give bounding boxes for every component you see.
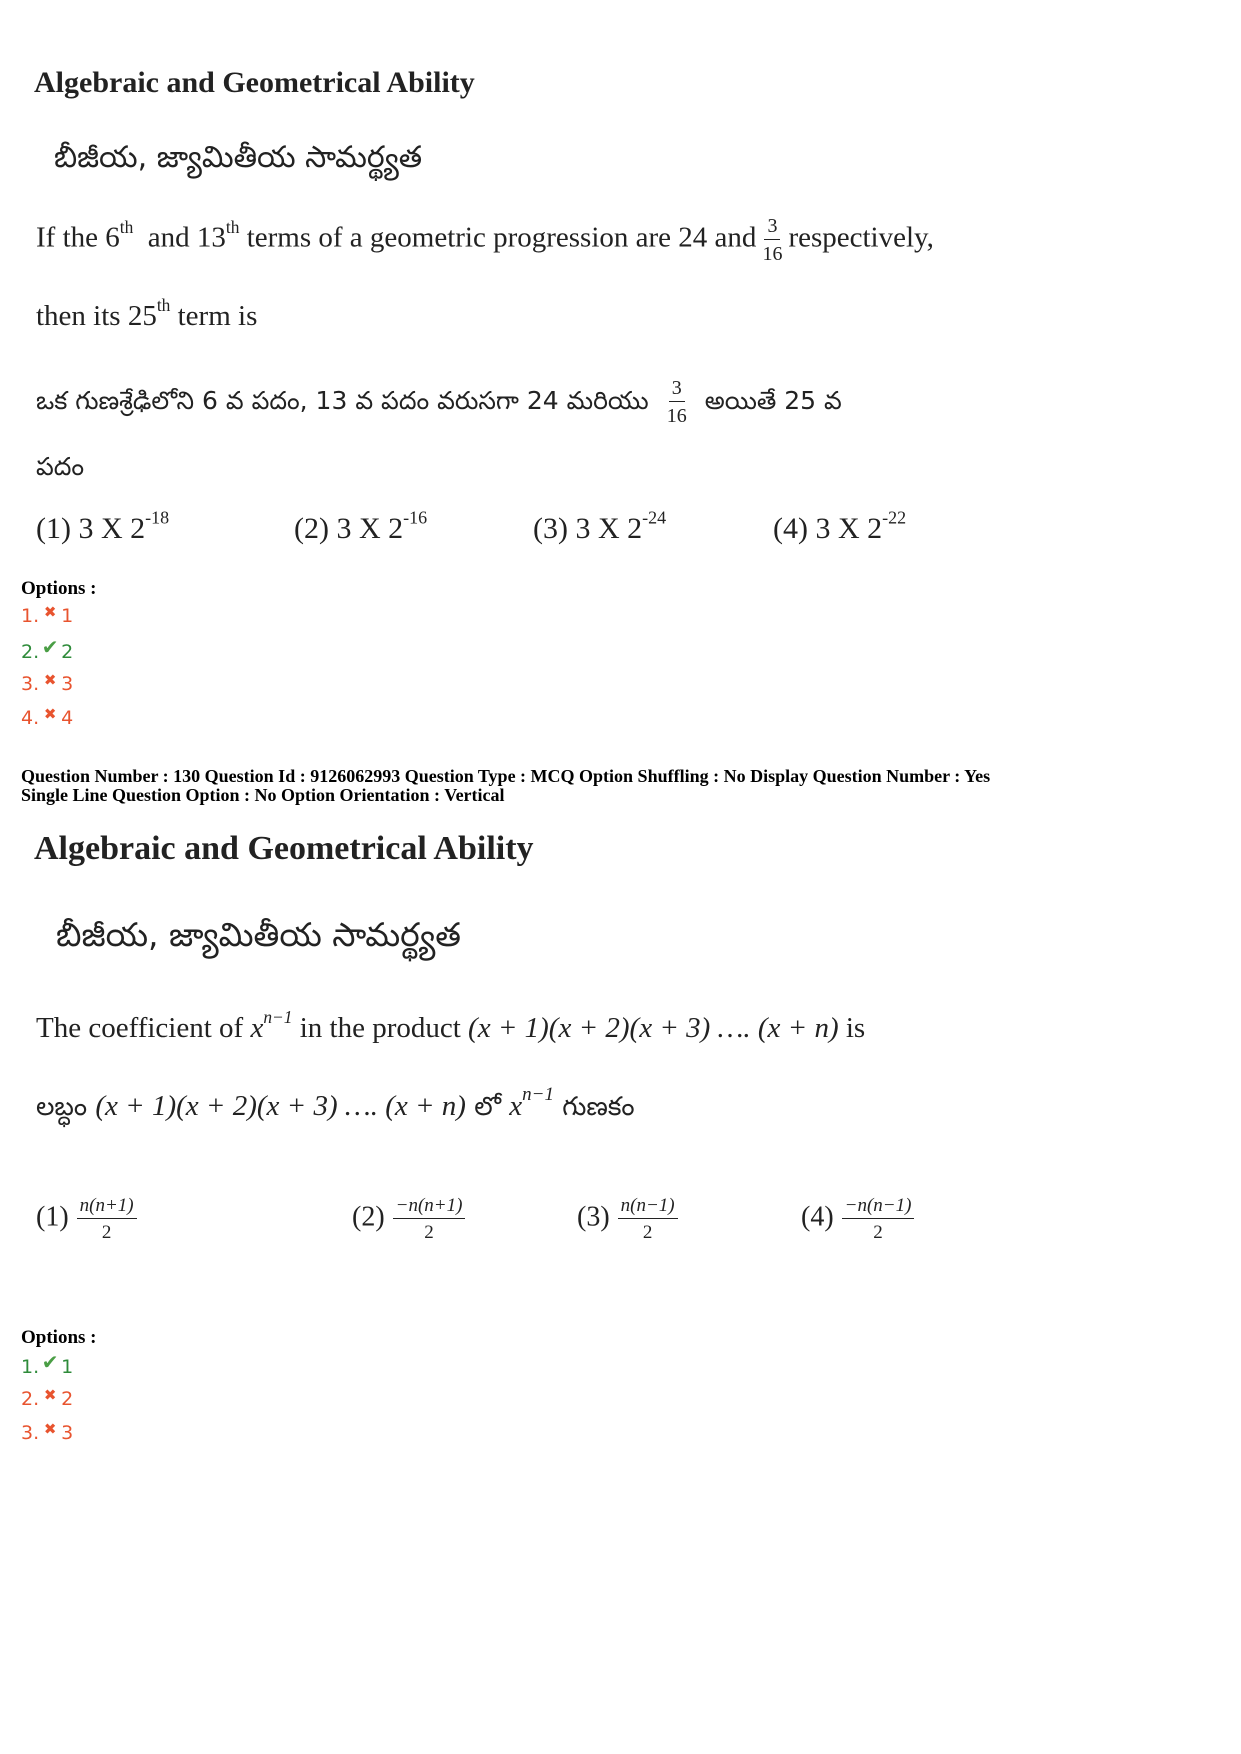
product-expression: (x + 1)(x + 2)(x + 3) …. (x + n) bbox=[468, 1012, 839, 1044]
choice-value: 3 X 2 bbox=[815, 512, 883, 545]
fraction bbox=[77, 1196, 137, 1242]
fraction-numerator: n(n−1) bbox=[618, 1196, 678, 1219]
fraction bbox=[393, 1196, 466, 1242]
question-text-part: terms of a geometric progression are 24 and bbox=[246, 221, 757, 254]
choice-value: 3 X 2 bbox=[575, 512, 643, 545]
fraction-numerator: 3 bbox=[764, 216, 780, 240]
cross-icon: ✖ bbox=[43, 1420, 57, 1438]
choice-label: (2) bbox=[352, 1201, 385, 1233]
check-icon: ✔ bbox=[41, 1350, 59, 1374]
option-row bbox=[21, 605, 73, 627]
option-number: 1. bbox=[21, 1356, 40, 1378]
question-text-part: is bbox=[845, 1012, 866, 1044]
answer-choice-1 bbox=[36, 507, 170, 546]
cross-icon: ✖ bbox=[43, 603, 57, 621]
option-row bbox=[21, 1422, 73, 1444]
choice-label: (3) bbox=[577, 1201, 610, 1233]
question-text-part: లో bbox=[474, 1092, 501, 1122]
choice-label: (2) bbox=[294, 512, 329, 545]
answer-choice-2 bbox=[294, 507, 428, 546]
superscript: th bbox=[225, 216, 240, 237]
cross-icon: ✖ bbox=[43, 705, 57, 723]
choice-label: (1) bbox=[36, 512, 71, 545]
superscript: th bbox=[119, 216, 134, 237]
fraction-numerator: 3 bbox=[669, 378, 685, 402]
exponent: n−1 bbox=[522, 1083, 554, 1105]
fraction-denominator: 2 bbox=[101, 1222, 112, 1243]
section-title-telugu: బీజీయ, జ్యామితీయ సామర్థ్యత bbox=[56, 915, 461, 954]
question-text-telugu-line2: పదం bbox=[36, 452, 85, 481]
variable-x: x bbox=[250, 1012, 264, 1044]
question-text-english-line1 bbox=[36, 216, 934, 264]
question-text-part: then its 25 bbox=[36, 300, 157, 332]
answer-choice-4 bbox=[773, 507, 907, 546]
section-title: Algebraic and Geometrical Ability bbox=[34, 830, 534, 867]
option-number: 3. bbox=[21, 673, 40, 695]
answer-choice-1 bbox=[36, 1196, 143, 1242]
cross-icon: ✖ bbox=[43, 671, 57, 689]
option-value: 3 bbox=[61, 1422, 74, 1444]
fraction bbox=[762, 216, 782, 264]
question-text-part: If the 6 bbox=[36, 221, 120, 254]
question-meta-line1: Question Number : 130 Question Id : 9126062993 Question Type : MCQ Option Shuffling : No Display Question Number : Yes bbox=[21, 766, 991, 786]
check-icon: ✔ bbox=[41, 635, 59, 659]
option-row bbox=[21, 1388, 73, 1410]
question-text-telugu bbox=[36, 1083, 635, 1128]
fraction-denominator: 2 bbox=[642, 1222, 653, 1243]
choice-exponent: -18 bbox=[145, 507, 170, 528]
fraction bbox=[842, 1196, 915, 1242]
choice-label: (3) bbox=[533, 512, 568, 545]
choice-exponent: -24 bbox=[642, 507, 667, 528]
choice-label: (4) bbox=[801, 1201, 834, 1233]
question-text-part: The coefficient of bbox=[36, 1012, 244, 1044]
section-title-telugu: బీజీయ, జ్యామితీయ సామర్థ్యత bbox=[54, 140, 423, 175]
answer-choice-3 bbox=[533, 507, 667, 546]
question-text-part: ఒక గుణశ్రేఢిలోని 6 వ పదం, 13 వ పదం వరుసగా 24 మరియు bbox=[36, 386, 649, 415]
option-number: 1. bbox=[21, 605, 40, 627]
fraction-numerator: n(n+1) bbox=[77, 1196, 137, 1219]
answer-choice-4 bbox=[801, 1196, 920, 1242]
option-row bbox=[21, 707, 73, 729]
fraction-numerator: −n(n−1) bbox=[842, 1196, 915, 1219]
option-number: 4. bbox=[21, 707, 40, 729]
option-value: 2 bbox=[61, 1388, 74, 1410]
question-text-english-line2 bbox=[36, 295, 258, 333]
question-text-part: term is bbox=[177, 300, 258, 332]
option-row bbox=[21, 635, 74, 663]
options-label: Options : bbox=[21, 1327, 97, 1348]
fraction-denominator: 16 bbox=[666, 405, 687, 427]
answer-choice-2 bbox=[352, 1196, 471, 1242]
exponent: n−1 bbox=[263, 1007, 293, 1028]
question-text-part: అయితే 25 వ bbox=[704, 386, 842, 415]
choice-value: 3 X 2 bbox=[336, 512, 404, 545]
superscript: th bbox=[156, 295, 171, 316]
question-meta-line2: Single Line Question Option : No Option Orientation : Vertical bbox=[21, 785, 505, 805]
question-text-part: respectively, bbox=[788, 221, 934, 254]
choice-value: 3 X 2 bbox=[78, 512, 146, 545]
choice-label: (4) bbox=[773, 512, 808, 545]
fraction bbox=[667, 378, 687, 426]
cross-icon: ✖ bbox=[43, 1386, 57, 1404]
fraction-denominator: 16 bbox=[762, 243, 783, 265]
fraction-denominator: 2 bbox=[424, 1222, 434, 1243]
answer-choice-3 bbox=[577, 1196, 684, 1242]
option-number: 2. bbox=[21, 641, 40, 663]
option-value: 4 bbox=[61, 707, 74, 729]
option-value: 3 bbox=[61, 673, 74, 695]
section-title: Algebraic and Geometrical Ability bbox=[34, 66, 475, 99]
option-value: 1 bbox=[61, 605, 74, 627]
question-text-part: and 13 bbox=[147, 221, 226, 254]
choice-label: (1) bbox=[36, 1201, 69, 1233]
variable-x: x bbox=[509, 1090, 523, 1122]
option-number: 2. bbox=[21, 1388, 40, 1410]
question-text-part: లబ్ధం bbox=[36, 1092, 88, 1122]
fraction-denominator: 2 bbox=[873, 1222, 883, 1243]
question-text-english bbox=[36, 1007, 866, 1045]
question-text-part: in the product bbox=[299, 1012, 461, 1044]
question-text-telugu-line1 bbox=[36, 378, 842, 426]
option-row bbox=[21, 1350, 74, 1378]
product-expression: (x + 1)(x + 2)(x + 3) …. (x + n) bbox=[95, 1090, 466, 1122]
choice-exponent: -22 bbox=[882, 507, 907, 528]
option-value: 2 bbox=[61, 641, 74, 663]
option-row bbox=[21, 673, 73, 695]
options-label: Options : bbox=[21, 578, 97, 599]
fraction bbox=[618, 1196, 678, 1242]
choice-exponent: -16 bbox=[403, 507, 428, 528]
fraction-numerator: −n(n+1) bbox=[393, 1196, 466, 1219]
option-value: 1 bbox=[61, 1356, 74, 1378]
option-number: 3. bbox=[21, 1422, 40, 1444]
question-text-part: గుణకం bbox=[562, 1092, 635, 1122]
